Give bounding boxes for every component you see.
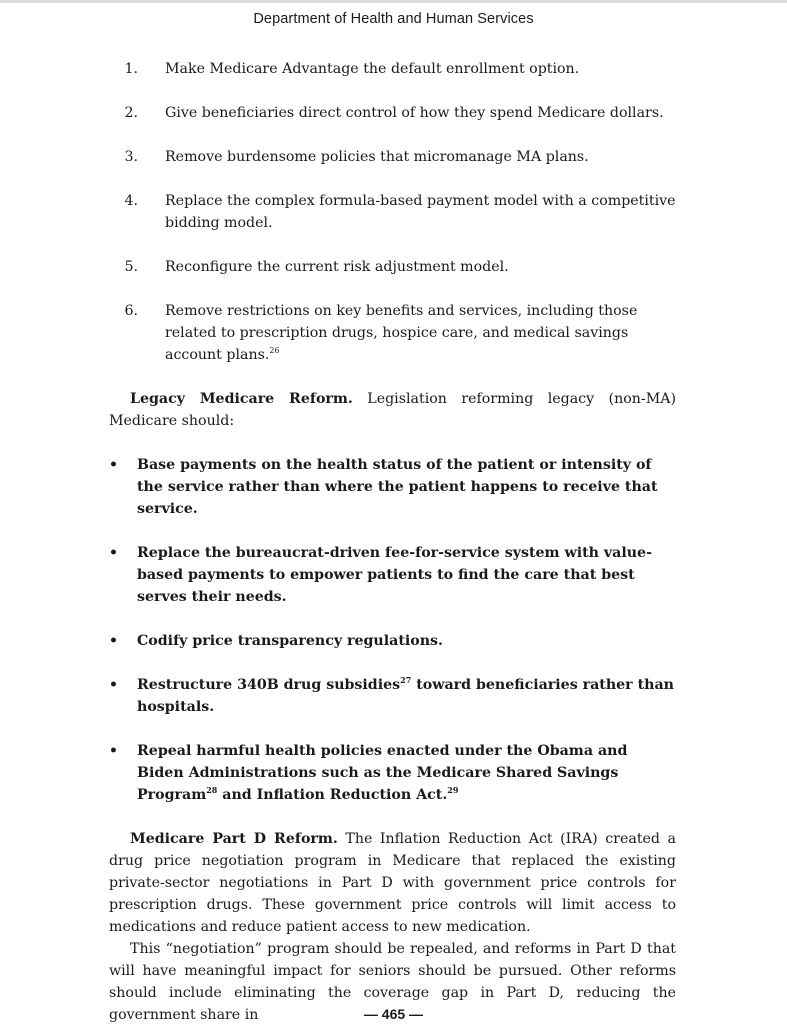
list-number: 3. (124, 149, 138, 165)
footnote-ref[interactable]: 29 (447, 785, 459, 795)
bullet-icon: • (109, 633, 118, 649)
list-item-text (165, 58, 676, 80)
footnote-ref[interactable]: 28 (206, 785, 218, 795)
list-item-text-body: Reconfigure the current risk adjustment model. (165, 259, 509, 275)
page-number: — 465 — (363, 1006, 424, 1022)
part-d-reform-heading: Medicare Part D Reform. (130, 831, 338, 847)
list-item (109, 630, 676, 652)
list-item (109, 58, 676, 80)
list-item-text (137, 740, 676, 806)
list-number: 1. (124, 61, 138, 77)
list-number: 5. (124, 259, 138, 275)
bullet-text-part: Repeal harmful health policies enacted under the Obama and Biden Administrations such as the Medicare Shared Savings Program (137, 743, 628, 803)
list-item (109, 674, 676, 718)
legacy-reform-heading: Legacy Medicare Reform. (130, 391, 353, 407)
running-header: Department of Health and Human Services (253, 11, 534, 27)
list-item-text (165, 190, 676, 234)
list-item-text (165, 102, 676, 124)
footnote-ref[interactable]: 27 (400, 675, 412, 685)
list-number: 4. (124, 193, 138, 209)
bullet-text-part: Replace the bureaucrat-driven fee-for-service system with value-based payments to empower patients to find the care that best serves their needs. (137, 545, 652, 605)
bullet-text-part: Restructure 340B drug subsidies (137, 677, 401, 693)
bullet-list (109, 454, 676, 806)
bullet-icon: • (109, 743, 118, 759)
list-item-text (137, 674, 676, 718)
list-item-text (165, 300, 676, 366)
footnote-ref[interactable]: 26 (269, 346, 280, 355)
bullet-text-part: and Inflation Reduction Act. (217, 787, 448, 803)
list-item (109, 102, 676, 124)
list-item-text-body: Give beneficiaries direct control of how they spend Medicare dollars. (165, 105, 664, 121)
list-item-text-body: Remove restrictions on key benefits and services, including those related to prescription drugs, hospice care, and medical savings account plans. (165, 303, 638, 363)
list-item (109, 256, 676, 278)
page-body (109, 58, 676, 1026)
list-item-text-body: Replace the complex formula-based payment model with a competitive bidding model. (165, 193, 676, 231)
part-d-reform-paragraph (109, 828, 676, 938)
bullet-text-part: Base payments on the health status of the patient or intensity of the service rather than where the patient happens to receive that service. (137, 457, 658, 517)
list-item (109, 190, 676, 234)
list-item (109, 542, 676, 608)
list-item-text-body: Remove burdensome policies that micromanage MA plans. (165, 149, 589, 165)
bullet-text-part: Codify price transparency regulations. (137, 633, 443, 649)
list-item-text (165, 146, 676, 168)
list-item (109, 740, 676, 806)
list-item-text (137, 454, 676, 520)
bullet-text-part: toward beneficiaries rather than hospitals. (137, 677, 674, 715)
list-item (109, 454, 676, 520)
list-number: 6. (124, 303, 138, 319)
negotiation-paragraph: This “negotiation” program should be repealed, and reforms in Part D that will have meaningful impact for seniors should be pursued. Other reforms should include eliminating the coverage gap in Part D, reducing the government share in (109, 941, 676, 1023)
bullet-icon: • (109, 677, 118, 693)
list-item-text (137, 542, 676, 608)
list-item (109, 300, 676, 366)
bullet-icon: • (109, 545, 118, 561)
part-d-reform-text: The Inflation Reduction Act (IRA) created a drug price negotiation program in Medicare that replaced the existing private-sector negotiations in Part D with government price controls for prescription drugs. These government price controls will limit access to medications and reduce patient access to new medication. (109, 831, 676, 935)
legacy-reform-text: Legislation reforming legacy (non-MA) Medicare should: (109, 391, 677, 429)
list-number: 2. (124, 105, 138, 121)
list-item-text (165, 256, 676, 278)
list-item-text-body: Make Medicare Advantage the default enrollment option. (165, 61, 580, 77)
numbered-list (109, 58, 676, 366)
top-border (0, 0, 787, 3)
legacy-reform-paragraph (109, 388, 676, 432)
bullet-icon: • (109, 457, 118, 473)
list-item-text (137, 630, 676, 652)
list-item (109, 146, 676, 168)
